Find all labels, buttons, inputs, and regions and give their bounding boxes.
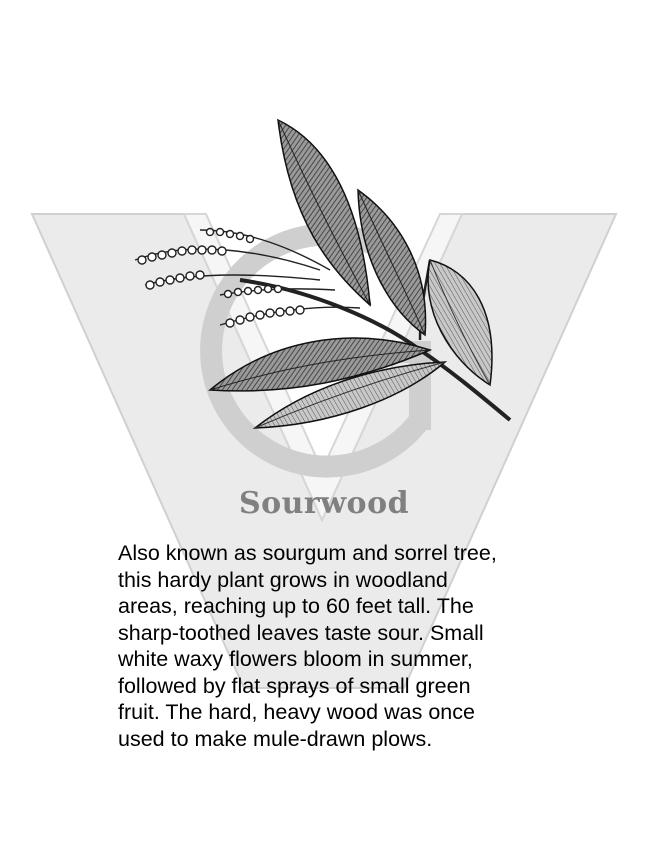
description-line: Also known as sourgum and sorrel tree, [118, 541, 497, 565]
description-line: used to make mule-drawn plows. [118, 726, 433, 751]
description-line: followed by flat sprays of small green [118, 673, 471, 698]
description-line: this hardy plant grows in woodland [118, 567, 448, 592]
page-title: Sourwood [238, 486, 410, 521]
description-line: white waxy flowers bloom in summer, [118, 647, 473, 671]
description-line: sharp-toothed leaves taste sour. Small [118, 620, 484, 645]
description-line: areas, reaching up to 60 feet tall. The [118, 594, 474, 618]
description-paragraph [118, 540, 578, 752]
sourwood-branch-icon [120, 110, 520, 440]
description-line: fruit. The hard, heavy wood was once [118, 700, 475, 724]
